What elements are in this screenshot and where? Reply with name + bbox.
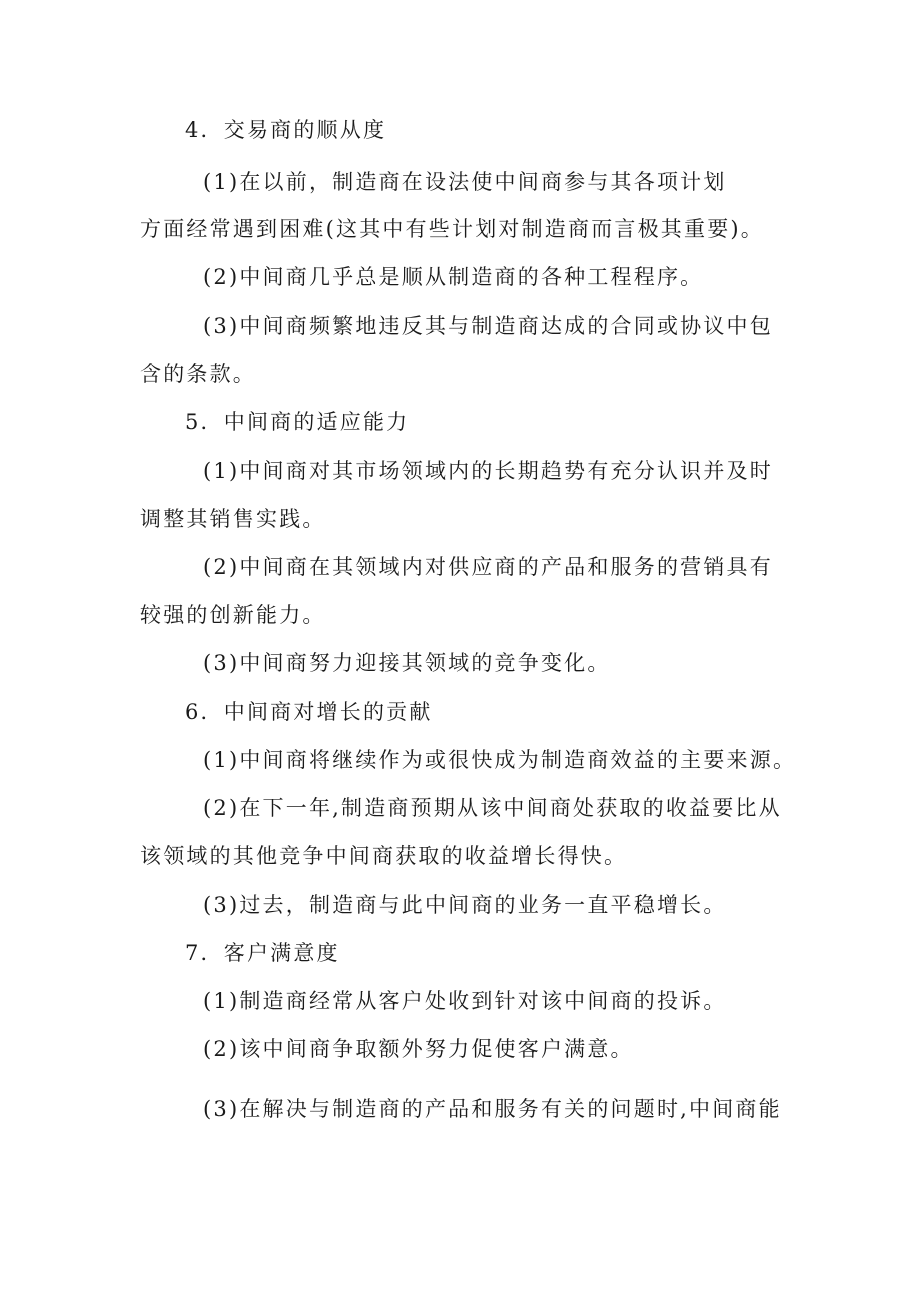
paragraph-continuation: 含的条款。 [140,362,256,386]
paragraph-continuation: 较强的创新能力。 [140,603,326,627]
paragraph-line: (1)中间商对其市场领域内的长期趋势有充分认识并及时 [203,459,773,483]
paragraph-continuation: 该领域的其他竞争中间商获取的收益增长得快。 [140,844,628,868]
section-heading: 4．交易商的顺从度 [185,118,387,142]
paragraph-line: (1)在以前，制造商在设法使中间商参与其各项计划 [203,170,727,194]
paragraph-line: (1)中间商将继续作为或很快成为制造商效益的主要来源。 [203,748,797,772]
section-heading: 5．中间商的适应能力 [185,410,410,434]
paragraph-continuation: 调整其销售实践。 [140,507,326,531]
paragraph-line: (3)在解决与制造商的产品和服务有关的问题时,中间商能 [203,1097,782,1121]
section-heading: 7．客户满意度 [185,941,340,965]
section-heading: 6．中间商对增长的贡献 [185,700,433,724]
paragraph-line: (3)中间商努力迎接其领域的竞争变化。 [203,651,611,675]
paragraph-line: (3)中间商频繁地违反其与制造商达成的合同或协议中包 [203,314,773,338]
paragraph-line: (3)过去，制造商与此中间商的业务一直平稳增长。 [203,893,727,917]
paragraph-line: (2)该中间商争取额外努力促使客户满意。 [203,1037,634,1061]
paragraph-line: (1)制造商经常从客户处收到针对该中间商的投诉。 [203,989,727,1013]
paragraph-line: (2)中间商几乎总是顺从制造商的各种工程程序。 [203,265,704,289]
paragraph-line: (2)中间商在其领域内对供应商的产品和服务的营销具有 [203,555,773,579]
paragraph-continuation: 方面经常遇到困难(这其中有些计划对制造商而言极其重要)。 [140,217,764,241]
paragraph-line: (2)在下一年,制造商预期从该中间商处获取的收益要比从 [203,796,782,820]
